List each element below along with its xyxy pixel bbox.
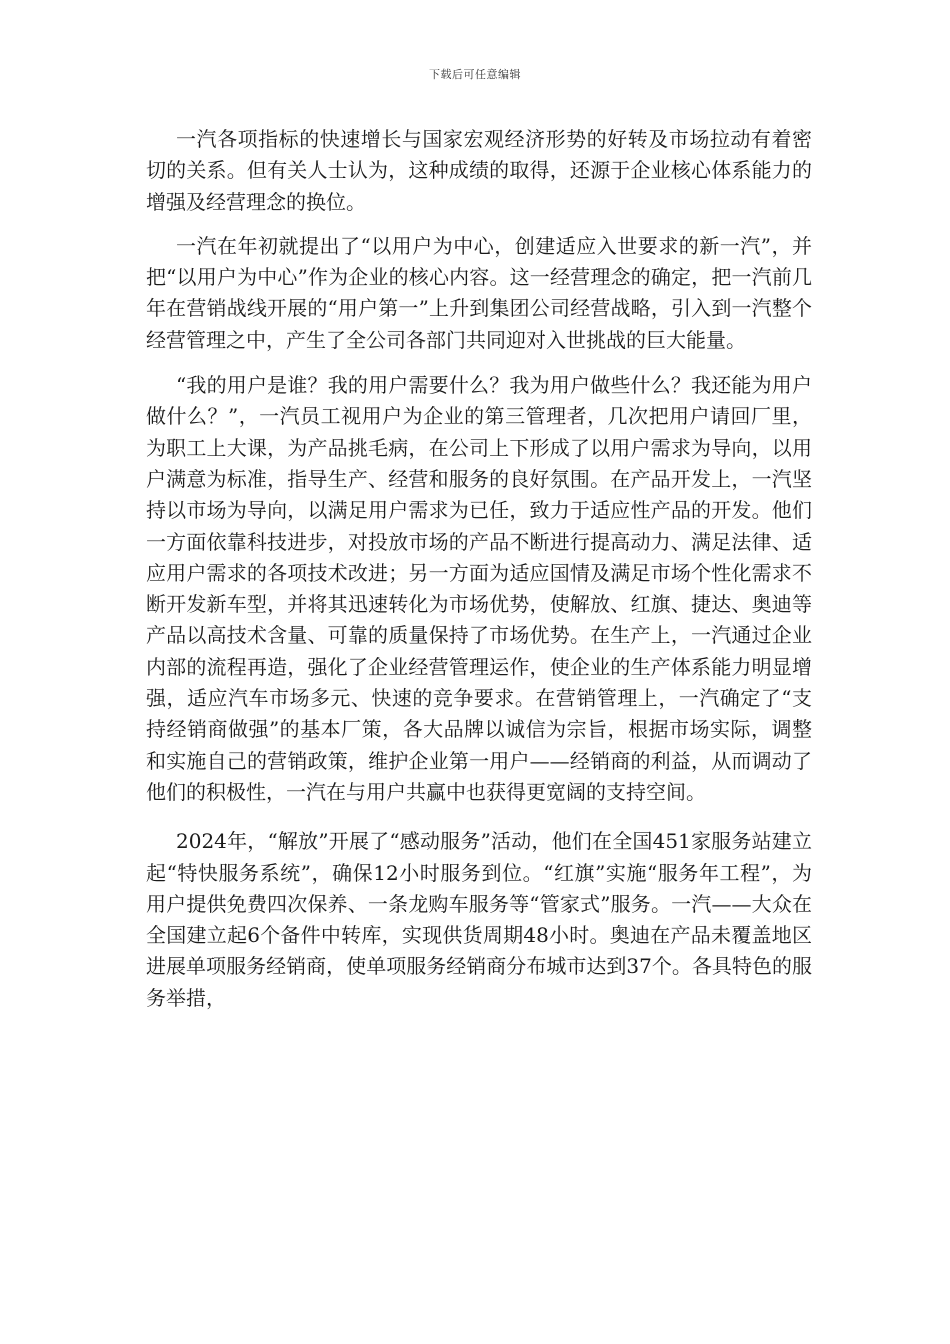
paragraph-3: “我的用户是谁？我的用户需要什么？我为用户做些什么？我还能为用户做什么？”，一汽员工视用户为企业的第三管理者，几次把用户请回厂里，为职工上大课，为产品挑毛病，在公司上下形成了以用户需求为导向，以用户满意为标准，指导生产、经营和服务的良好氛围。在产品开发上，一汽坚持以市场为导向，以满足用户需求为已任，致力于适应性产品的开发。他们一方面依靠科技进步，对投放市场的产品不断进行提高动力、满足法律、适应用户需求的各项技术改进；另一方面为适应国情及满足市场个性化需求不断开发新车型，并将其迅速转化为市场优势，使解放、红旗、捷达、奥迪等产品以高技术含量、可靠的质量保持了市场优势。在生产上，一汽通过企业内部的流程再造，强化了企业经营管理运作，使企业的生产体系能力明显增强，适应汽车市场多元、快速的竞争要求。在营销管理上，一汽确定了“支持经销商做强”的基本厂策，各大品牌以诚信为宗旨，根据市场实际，调整和实施自己的营销政策，维护企业第一用户——经销商的利益，从而调动了他们的积极性，一汽在与用户共赢中也获得更宽阔的支持空间。: [146, 373, 812, 804]
paragraph-2: 一汽在年初就提出了“以用户为中心，创建适应入世要求的新一汽”，并把“以用户为中心”作为企业的核心内容。这一经营理念的确定，把一汽前几年在营销战线开展的“用户第一”上升到集团公司经营战略，引入到一汽整个经营管理之中，产生了全公司各部门共同迎对入世挑战的巨大能量。: [146, 233, 812, 352]
header-note: 下载后可任意编辑: [429, 68, 521, 81]
document-body: [146, 124, 812, 1027]
paragraph-1: 一汽各项指标的快速增长与国家宏观经济形势的好转及市场拉动有着密切的关系。但有关人士认为，这种成绩的取得，还源于企业核心体系能力的增强及经营理念的换位。: [146, 127, 812, 214]
paragraph-4: 2024年，“解放”开展了“感动服务”活动，他们在全国451家服务站建立起“特快服务系统”，确保12小时服务到位。“红旗”实施“服务年工程”，为用户提供免费四次保养、一条龙购车服务等“管家式”服务。一汽——大众在全国建立起6个备件中转库，实现供货周期48小时。奥迪在产品未覆盖地区进展单项服务经销商，使单项服务经销商分布城市达到37个。各具特色的服务举措，: [146, 829, 812, 1010]
